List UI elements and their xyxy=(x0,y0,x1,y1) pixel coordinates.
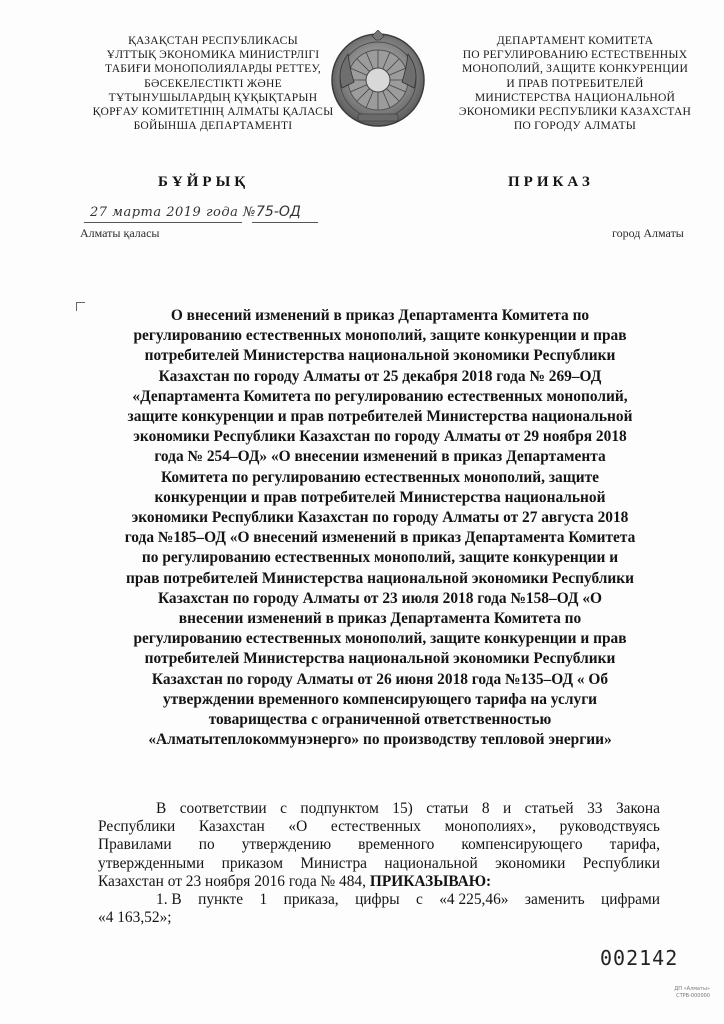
body-word: временного xyxy=(358,836,435,854)
header-kz-line: ҚАЗАҚСТАН РЕСПУБЛИКАСЫ xyxy=(128,34,298,47)
subject-line: экономики Республики Казахстан по городу Алматы от 29 ноября 2018 xyxy=(133,428,627,446)
order-number: 75-ОД xyxy=(256,204,301,220)
header-ru-line: ЭКОНОМИКИ РЕСПУБЛИКИ КАЗАХСТАН xyxy=(458,105,692,119)
subject-line: внесении изменений в приказ Департамента Комитета по xyxy=(178,610,582,628)
body-word: цифры xyxy=(355,891,400,909)
order-subject xyxy=(104,306,656,750)
body-word: 8 xyxy=(481,800,490,817)
body-word: национальной xyxy=(384,854,478,872)
body-word: «4 225,46» xyxy=(439,891,509,909)
header-kz-block xyxy=(78,34,348,133)
city-ru: город Алматы xyxy=(612,226,684,240)
header-ru-line: И ПРАВ ПОТРЕБИТЕЛЕЙ xyxy=(506,76,644,90)
header-kz-line: БӘСЕКЕЛЕСТІКТІ ЖӘНЕ xyxy=(144,76,282,90)
body-line xyxy=(98,855,660,873)
header-kz-line: ҰЛТТЫҚ ЭКОНОМИКА МИНИСТРЛІГІ xyxy=(106,48,320,62)
subject-line: года № 254–ОД» «О внесении изменений в приказ Департамента xyxy=(154,448,606,466)
subject-line: потребителей Министерства национальной экономики Республики xyxy=(144,347,616,365)
body-line xyxy=(98,800,660,818)
subject-line: «Департамента Комитета по регулированию естественных монополий, xyxy=(132,387,628,405)
body-word: Казахстан xyxy=(198,818,265,836)
header-kz-line: ТАБИҒИ МОНОПОЛИЯЛАРДЫ РЕТТЕУ, xyxy=(105,62,321,76)
subject-line: О внесений изменений в приказ Департамента Комитета по xyxy=(170,307,590,324)
body-word: 15) xyxy=(392,800,413,817)
body-word: экономики xyxy=(495,854,566,872)
header-ru-block xyxy=(440,34,710,133)
document-serial-number: 002142 xyxy=(600,946,679,970)
subject-line: товарищества с ограниченной ответственностью xyxy=(208,711,552,729)
body-word: Республики xyxy=(582,854,660,872)
body-word: Закона xyxy=(615,800,660,817)
body-line xyxy=(98,873,660,891)
body-word: компенсирующего xyxy=(461,836,583,854)
body-word: Министра xyxy=(300,854,368,872)
city-kz: Алматы қаласы xyxy=(80,226,160,240)
body-word: В xyxy=(156,800,167,817)
body-text: «4 163,52»; xyxy=(98,909,172,927)
corner-bracket xyxy=(76,302,85,311)
number-underline xyxy=(252,222,318,223)
body-line xyxy=(98,891,660,909)
body-word: приказом xyxy=(221,854,283,872)
body-word: «О xyxy=(288,818,308,836)
body-word: утвержденными xyxy=(98,854,205,872)
subject-line: Казахстан по городу Алматы от 23 июля 2018 года №158–ОД «О xyxy=(157,589,603,607)
subject-line: регулированию естественных монополий, защите конкуренции и прав xyxy=(133,327,627,345)
body-word: соответствии xyxy=(179,800,267,817)
body-word: 1 xyxy=(259,891,268,909)
body-word: 33 xyxy=(587,800,603,817)
body-word: цифрами xyxy=(601,891,660,909)
subject-line: Казахстан по городу Алматы от 25 декабря 2018 года № 269–ОД xyxy=(158,367,602,385)
header-kz-line: ҚОРҒАУ КОМИТЕТІНІҢ АЛМАТЫ ҚАЛАСЫ xyxy=(92,105,334,119)
body-word: монополиях», xyxy=(444,818,536,836)
body-word: руководствуясь xyxy=(559,818,660,836)
header-kz-line: БОЙЫНША ДЕПАРТАМЕНТІ xyxy=(133,119,293,133)
header-ru-line: ПО ГОРОДУ АЛМАТЫ xyxy=(513,119,637,133)
body-word: тарифа, xyxy=(609,836,660,854)
body-word: статьей xyxy=(524,800,574,817)
header-ru-line: МИНИСТЕРСТВА НАЦИОНАЛЬНОЙ xyxy=(474,90,676,104)
state-emblem-icon xyxy=(328,30,428,128)
header-ru-line: ПО РЕГУЛИРОВАНИЮ ЕСТЕСТВЕННЫХ xyxy=(462,48,688,62)
order-body xyxy=(98,800,660,927)
subject-line: по регулированию естественных монополий, защите конкуренции и xyxy=(141,549,619,567)
body-word: статьи xyxy=(426,800,469,817)
header-ru-line: ДЕПАРТАМЕНТ КОМИТЕТА xyxy=(496,34,654,47)
body-word: по xyxy=(198,836,215,854)
document-title-ru: ПРИКАЗ xyxy=(508,174,594,190)
body-word: Республики xyxy=(98,818,176,836)
subject-line: Казахстан по городу Алматы от 26 июня 2018 года №135–ОД « Об xyxy=(151,670,609,688)
subject-line: конкуренции и прав потребителей Министерства национальной xyxy=(154,488,606,506)
print-footer-line: ДП «Алматы» xyxy=(674,986,710,992)
subject-line: потребителей Министерства национальной экономики Республики xyxy=(144,650,616,668)
document-title-kz: БҰЙРЫҚ xyxy=(158,174,250,190)
date-underline xyxy=(84,222,242,223)
body-word: пункте xyxy=(198,891,244,909)
subject-line: года №185–ОД «О внесений изменений в приказ Департамента Комитета xyxy=(124,529,636,547)
header-ru-line: МОНОПОЛИЙ, ЗАЩИТЕ КОНКУРЕНЦИИ xyxy=(461,62,689,76)
order-date-handwritten: 27 марта 2019 года № xyxy=(90,205,256,220)
subject-line: защите конкуренции и прав потребителей Министерства национальной xyxy=(127,408,633,426)
body-word: приказа, xyxy=(283,891,339,909)
body-word: и xyxy=(502,800,512,817)
header-kz-line: ТҰТЫНУШЫЛАРДЫҢ ҚҰҚЫҚТАРЫН xyxy=(108,90,318,104)
body-line xyxy=(98,836,660,854)
body-word: заменить xyxy=(524,891,585,909)
body-word: 1. В xyxy=(156,891,182,909)
body-word: с xyxy=(415,891,423,909)
subject-line: «Алматытеплокоммунэнерго» по производству тепловой энергии» xyxy=(148,731,612,749)
body-line xyxy=(98,909,660,927)
body-command: ПРИКАЗЫВАЮ: xyxy=(369,872,492,890)
body-word: с xyxy=(280,800,287,817)
body-line xyxy=(98,818,660,836)
body-text: Казахстан от 23 ноября 2016 года № 484, xyxy=(98,872,366,890)
subject-line: Комитета по регулированию естественных монополий, защите xyxy=(160,468,599,486)
body-word: подпунктом xyxy=(300,800,379,817)
body-word: утверждению xyxy=(241,836,332,854)
subject-line: прав потребителей Министерства национальной экономики Республики xyxy=(126,569,634,587)
print-footer-line: СТРВ-000000 xyxy=(676,993,710,999)
body-word: естественных xyxy=(330,818,421,836)
subject-line: экономики Республики Казахстан по городу Алматы от 27 августа 2018 xyxy=(131,509,629,527)
subject-line: утверждении временного компенсирующего тарифа на услуги xyxy=(162,690,598,708)
body-word: Правилами xyxy=(98,836,172,854)
subject-line: регулированию естественных монополий, защите конкуренции и прав xyxy=(133,630,627,648)
print-footer xyxy=(636,986,710,1000)
